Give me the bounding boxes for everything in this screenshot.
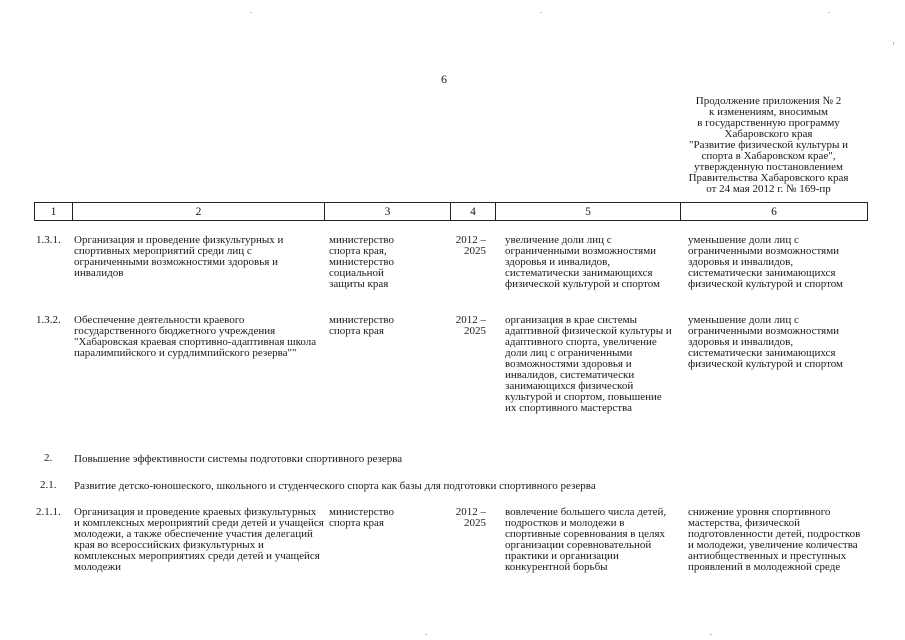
header-line: в государственную программу [697,117,840,129]
expected-result: вовлечение большего числа детей, подростков и молодежи в спортивные соревнования в целях организации соревновательной практики и организации конкурентной борьбы [505,506,667,573]
non-implementation-consequence: уменьшение доли лиц с ограниченными возможностями здоровья и инвалидов, систематически занимающихся физической культурой и спортом [688,234,844,290]
header-line: "Развитие физической культуры и [689,139,848,151]
row-number: 2.1.1. [36,506,61,518]
header-line: утвержденную постановлением [694,161,843,173]
expected-result: увеличение доли лиц с ограниченными возможностями здоровья и инвалидов, систематически занимающихся физической культурой и спортом [505,234,661,290]
executor: министерство спорта края, министерство социальной защиты края [329,234,395,290]
header-line: к изменениям, вносимым [708,106,828,118]
scan-speck [540,12,542,13]
measure-name: Организация и проведение краевых физкультурных и комплексных мероприятий среди детей и учащейся молодежи, а также обеспечение участия делегаций края во всероссийских физкультурных и комплексных мероприятиях среди детей и учащейся молодежи [74,506,324,573]
section-number: 2.1. [40,479,57,491]
header-line: Хабаровского края [724,128,813,140]
section-title: Повышение эффективности системы подготовки спортивного резерва [74,453,403,465]
scan-speck [250,12,252,13]
header-line: спорта в Хабаровском крае", [701,150,836,162]
executor: министерство спорта края [329,314,395,337]
page-number: 6 [441,72,447,86]
period: 2012 – 2025 [455,506,486,529]
column-number: 3 [325,203,451,221]
period: 2012 – 2025 [455,314,486,337]
column-number-header [34,202,868,221]
section-title: Развитие детско-юношеского, школьного и студенческого спорта как базы для подготовки спортивного резерва [74,480,596,492]
non-implementation-consequence: уменьшение доли лиц с ограниченными возможностями здоровья и инвалидов, систематически занимающихся физической культурой и спортом [688,314,844,370]
row-number: 1.3.2. [36,314,61,326]
scan-speck [710,634,712,635]
header-line: от 24 мая 2012 г. № 169-пр [706,183,831,195]
column-number: 2 [73,203,325,221]
scan-speck [893,42,894,45]
column-number: 4 [451,203,496,221]
appendix-header [640,96,897,195]
scan-speck [828,12,830,13]
header-line: Продолжение приложения № 2 [695,95,842,107]
column-number: 1 [35,203,73,221]
section-number: 2. [44,452,53,464]
row-number: 1.3.1. [36,234,61,246]
column-number: 6 [681,203,868,221]
non-implementation-consequence: снижение уровня спортивного мастерства, физической подготовленности детей, подростков и молодежи, увеличение количества антиобщественных и преступных проявлений в молодежной среде [688,506,861,573]
scan-speck [425,634,427,635]
expected-result: организация в крае системы адаптивной физической культуры и адаптивного спорта, увеличение доли лиц с ограниченными возможностями здоровья и инвалидов, систематически занимающихся физической культурой и спортом, повышение их спортивного мастерства [505,314,672,414]
period: 2012 – 2025 [455,234,486,257]
header-line: Правительства Хабаровского края [688,172,849,184]
executor: министерство спорта края [329,506,395,529]
column-number: 5 [496,203,681,221]
measure-name: Организация и проведение физкультурных и спортивных мероприятий среди лиц с ограниченными возможностями здоровья и инвалидов [74,234,284,279]
measure-name: Обеспечение деятельности краевого государственного бюджетного учреждения "Хабаровская краевая спортивно-адаптивная школа паралимпийского и сурдлимпийского резерва"" [74,314,317,359]
